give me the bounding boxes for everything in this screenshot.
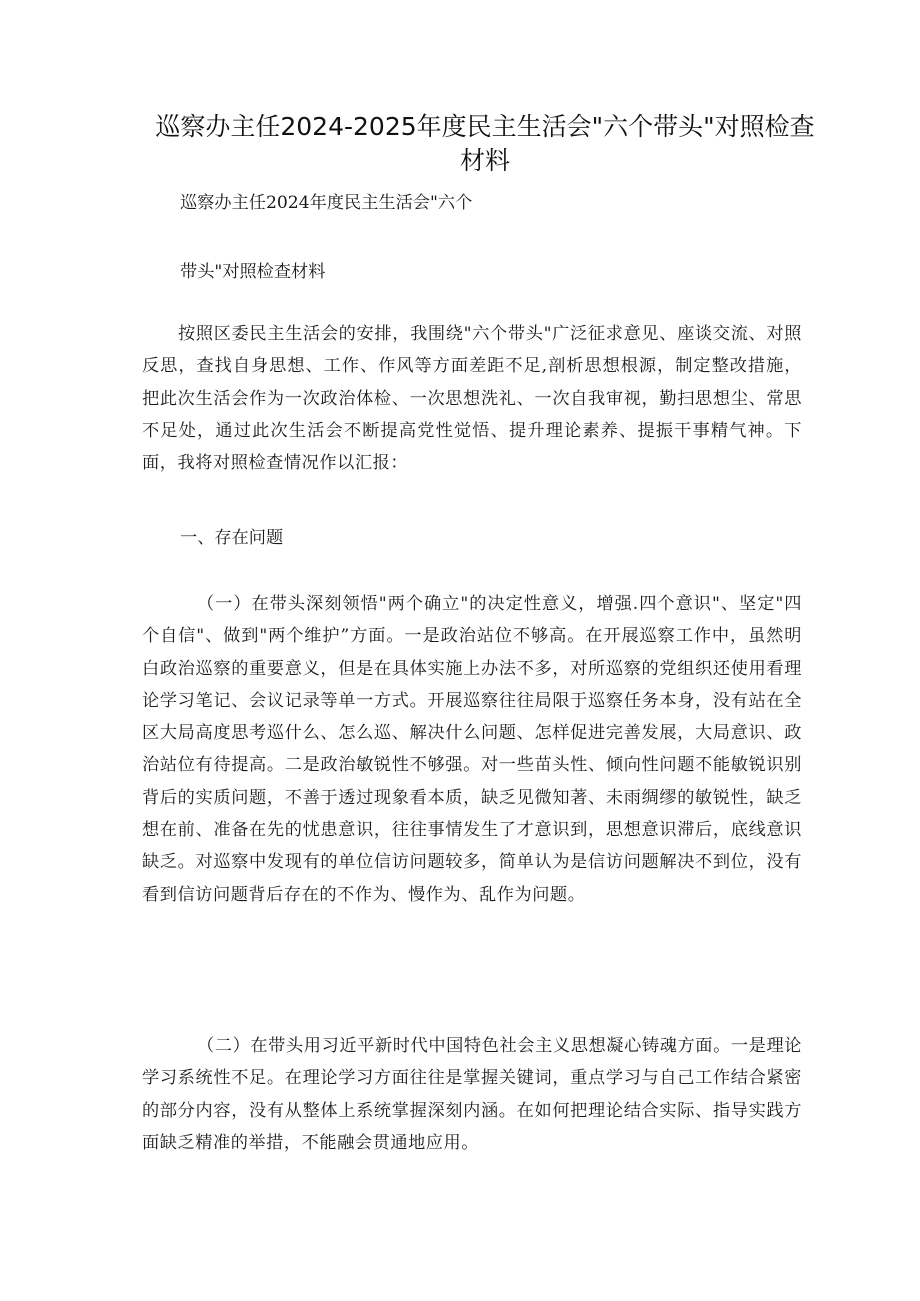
document-title: 巡察办主任2024-2025年度民主生活会"六个带头"对照检查材料 — [155, 112, 815, 175]
subtitle-line-2: 带头"对照检查材料 — [180, 262, 326, 282]
subtitle-line-1: 巡察办主任2024年度民主生活会"六个 — [180, 193, 473, 213]
intro-paragraph: 按照区委民主生活会的安排，我围绕"六个带头"广泛征求意见、座谈交流、对照反思，查找自身思想、工作、作风等方面差距不足,剖析思想根源，制定整改措施，把此次生活会作为一次政治体检、一次思想洗礼、一次自我审视，勤扫思想尘、常思不足处，通过此次生活会不断提高党性觉悟、提升理论素养、提振干事精气神。下面，我将对照检查情况作以汇报： — [142, 324, 802, 474]
point-one-paragraph: （一）在带头深刻领悟"两个确立"的决定性意义，增强.四个意识"、坚定"四个自信"、做到"两个维护”方面。一是政治站位不够高。在开展巡察工作中，虽然明白政治巡察的重要意义，但是在具体实施上办法不多，对所巡察的党组织还使用看理论学习笔记、会议记录等单一方式。开展巡察往往局限于巡察任务本身，没有站在全区大局高度思考巡什么、怎么巡、解决什么问题、怎样促进完善发展，大局意识、政治站位有待提高。二是政治敏锐性不够强。对一些苗头性、倾向性问题不能敏锐识别背后的实质问题，不善于透过现象看本质，缺乏见微知著、未雨绸缪的敏锐性，缺乏想在前、准备在先的忧患意识，往往事情发生了才意识到，思想意识滞后，底线意识缺乏。对巡察中发现有的单位信访问题较多，简单认为是信访问题解决不到位，没有看到信访问题背后存在的不作为、慢作为、乱作为问题。 — [142, 594, 802, 905]
section-heading: 一、存在问题 — [180, 528, 284, 548]
point-two-paragraph: （二）在带头用习近平新时代中国特色社会主义思想凝心铸魂方面。一是理论学习系统性不足。在理论学习方面往往是掌握关键词，重点学习与自己工作结合紧密的部分内容，没有从整体上系统掌握深刻内涵。在如何把理论结合实际、指导实践方面缺乏精准的举措，不能融会贯通地应用。 — [142, 1036, 802, 1153]
